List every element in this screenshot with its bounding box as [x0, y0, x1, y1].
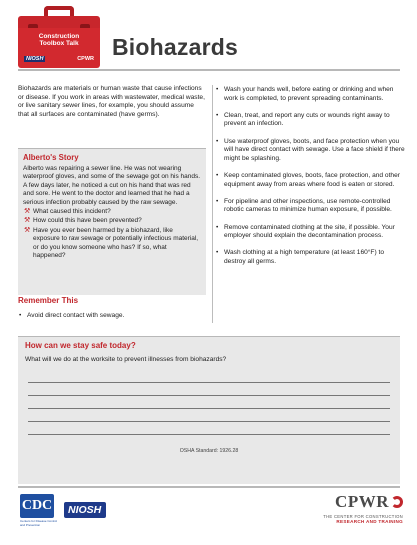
toolbox-label: [24, 33, 94, 47]
remember-title: Remember This: [18, 296, 79, 305]
bullet-icon: •: [216, 111, 219, 119]
stay-safe-question: What will we do at the worksite to prevent illnesses from biohazards?: [25, 356, 227, 363]
story-text: Alberto was repairing a sewer line. He was not wearing waterproof gloves, and some of the sewage got on his hands. A few days later, he noticed a cut on his hand that was red and sore. He went to the doctor and learned that he had a serious infection probably caused by the raw sewage.: [23, 165, 201, 206]
bullet-icon: •: [216, 137, 219, 145]
answer-line: [28, 421, 390, 422]
toolbox-label-line1: Construction: [38, 33, 80, 40]
answer-line: [28, 434, 390, 435]
column-divider: [212, 85, 213, 323]
story-question-text: What caused this incident?: [33, 208, 111, 216]
header-divider: [18, 69, 400, 71]
cpwr-logo: [313, 492, 403, 524]
list-item: [216, 86, 406, 103]
list-item: [216, 198, 406, 215]
cpwr-ring-icon: [391, 496, 403, 508]
answer-line: [28, 408, 390, 409]
cpwr-logo-name: CPWR: [335, 492, 389, 511]
story-question: [23, 208, 201, 216]
toolbox-cpwr-logo: CPWR: [77, 56, 94, 62]
toolbox-logos: [24, 56, 94, 62]
bullet-icon: •: [19, 312, 22, 319]
story-question: [23, 217, 201, 225]
list-item: [216, 172, 406, 189]
list-item: [216, 112, 406, 129]
list-item-text: Wash your hands well, before eating or drinking and when work is completed, to prevent spreading contaminants.: [224, 86, 394, 102]
bullet-icon: •: [216, 223, 219, 231]
answer-line: [28, 395, 390, 396]
toolbox-talk-logo: [18, 6, 100, 68]
bullet-icon: •: [216, 249, 219, 257]
footer-divider: [18, 486, 400, 488]
hammer-icon: ⚒: [24, 217, 31, 225]
niosh-logo: NIOSH: [64, 502, 106, 518]
list-item-text: Clean, treat, and report any cuts or wounds right away to prevent an infection.: [224, 111, 390, 128]
hammer-icon: ⚒: [24, 208, 31, 216]
list-item-text: For pipeline and other inspections, use remote-controlled robotic cameras to minimize human exposure, if possible.: [224, 197, 392, 214]
cpwr-logo-row: [313, 492, 403, 512]
list-item-text: Keep contaminated gloves, boots, face protection, and other equipment away from areas where food is eaten or stored.: [224, 171, 400, 188]
list-item: [216, 224, 406, 241]
stay-safe-title: How can we stay safe today?: [25, 341, 136, 350]
list-item: [216, 138, 406, 164]
cpwr-logo-subtitle-1: THE CENTER FOR CONSTRUCTION: [323, 514, 403, 519]
story-question: [23, 227, 201, 261]
cdc-logo: [20, 494, 56, 530]
bullet-icon: •: [216, 86, 219, 93]
safety-tips-list: [216, 86, 406, 275]
list-item: [216, 249, 406, 266]
remember-item: [18, 312, 206, 319]
cpwr-logo-subtitle-2: RESEARCH AND TRAINING: [336, 519, 403, 524]
osha-standard: OSHA Standard: 1926.28: [179, 448, 239, 454]
bullet-icon: •: [216, 171, 219, 179]
story-question-text: Have you ever been harmed by a biohazard, like exposure to raw sewage or potentially infectious material, or do you know someone who has? If so, what happened?: [33, 226, 199, 260]
story-panel: [18, 148, 206, 295]
page-title: Biohazards: [112, 34, 238, 60]
toolbox-niosh-logo: NIOSH: [26, 56, 44, 62]
remember-item-text: Avoid direct contact with sewage.: [27, 312, 125, 319]
list-item-text: Wash clothing at a high temperature (at least 160°F) to destroy all germs.: [224, 249, 384, 265]
list-item-text: Remove contaminated clothing at the site, if possible. Your employer should explain the decontamination process.: [224, 223, 395, 240]
stay-safe-panel: [18, 336, 400, 484]
story-title: Alberto's Story: [23, 153, 79, 162]
list-item-text: Use waterproof gloves, boots, and face protection when you will have direct contact with sewage. Use a face shield if there might be splashing.: [224, 137, 405, 162]
intro-paragraph: Biohazards are materials or human waste that cause infections or disease. If you work in areas with wastewater, medical waste, or live sanitary sewer lines, for example, you should assume that all surfaces are contaminated (have germs).: [18, 85, 205, 118]
bullet-icon: •: [216, 197, 219, 205]
hammer-icon: ⚒: [24, 226, 31, 234]
toolbox-label-line2: Toolbox Talk: [39, 40, 79, 47]
cdc-logo-mark: CDC: [20, 494, 54, 518]
cdc-logo-subtitle: Centers for Disease Control and Prevention: [20, 519, 58, 527]
answer-line: [28, 382, 390, 383]
story-question-text: How could this have been prevented?: [33, 217, 142, 225]
